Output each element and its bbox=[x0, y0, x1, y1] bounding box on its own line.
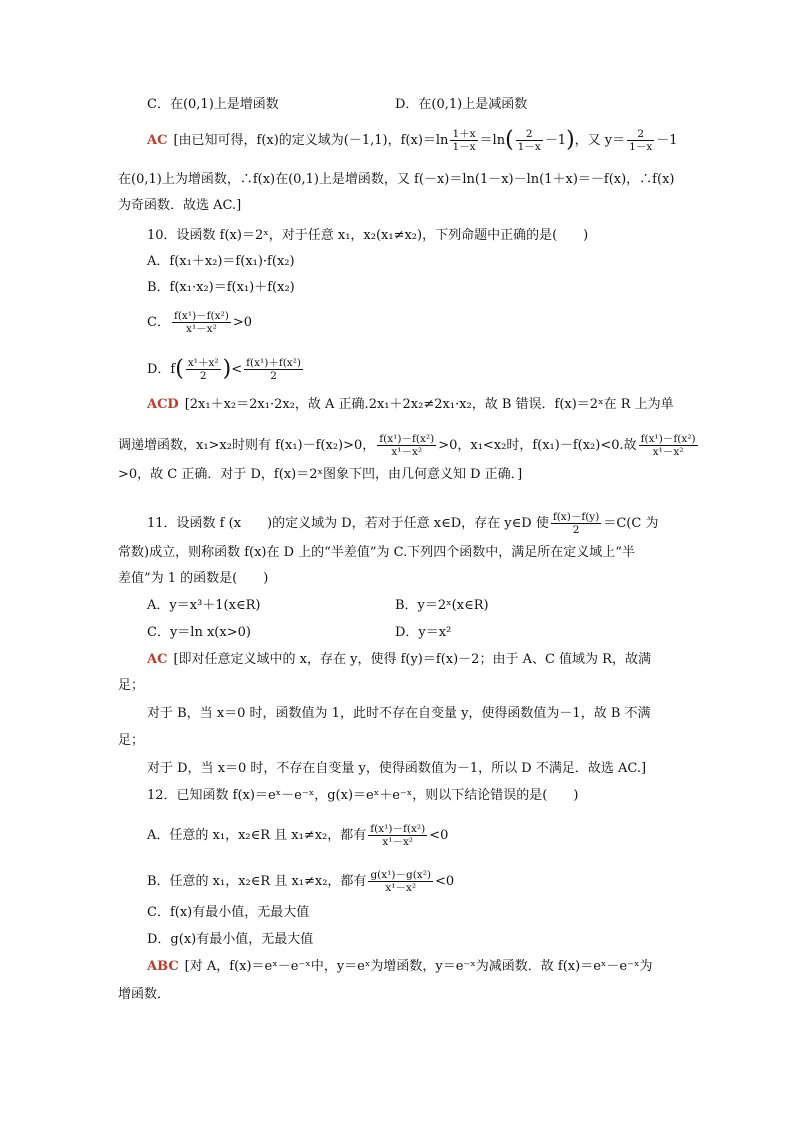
q10-option-d: D．f( $\frac{\text{x¹＋x²}}{2}$ )< $\frac{\text{f(x¹)＋f(x²)}}{2}$ bbox=[147, 356, 302, 382]
q11-option-a: A．y＝x³＋1(x∈R) bbox=[147, 598, 261, 613]
q12-option-a: A．任意的 x₁，x₂∈R 且 x₁≠x₂，都有 $\frac{\text{f(x¹)－f(x²)}}{\text{x¹－x²}}$ <0 bbox=[147, 823, 449, 848]
q9-option-c: C．在(0,1)上是增函数 bbox=[147, 97, 279, 112]
q10-solution-line2: 调递增函数，x₁>x₂时则有 f(x₁)－f(x₂)>0， $\frac{\text{f(x¹)－f(x²)}}{\text{x¹－x²}}$ >0，x₁<x₂时，f(x₁)－f(x₂)<0.故 $\frac{\text{f(x¹)－f(x²)}}{\text{x¹－x²}}$ bbox=[118, 433, 696, 458]
q12-option-b-fraction: $\frac{\text{g(x¹)－g(x²)}}{\text{x¹－x²}}$ bbox=[370, 869, 432, 894]
q10-option-c-fraction: $\frac{\text{f(x¹)－f(x²)}}{\text{x¹－x²}}$ bbox=[173, 310, 229, 335]
q10-option-a: A．f(x₁＋x₂)＝f(x₁)·f(x₂) bbox=[147, 254, 295, 269]
q10-solution-line3: >0，故 C 正确．对于 D，f(x)＝2ˣ图象下凹，由几何意义知 D 正确．] bbox=[118, 467, 523, 482]
q12-option-b: B．任意的 x₁，x₂∈R 且 x₁≠x₂，都有 $\frac{\text{g(x¹)－g(x²)}}{\text{x¹－x²}}$ <0 bbox=[147, 869, 455, 894]
q11-answer-label: AC bbox=[147, 652, 168, 667]
q11-solution-line5: 对于 D，当 x＝0 时，不存在自变量 y，使得函数值为－1，所以 D 不满足．故选 AC.] bbox=[147, 761, 647, 776]
q11-option-d: D．y＝x² bbox=[395, 625, 452, 640]
q9-solution-line3: 为奇函数．故选 AC.] bbox=[118, 198, 242, 213]
q9-option-d: D．在(0,1)上是减函数 bbox=[395, 97, 528, 112]
q11-option-b: B．y＝2ˣ(x∈R) bbox=[395, 598, 489, 613]
q12-solution-line2: 增函数． bbox=[118, 987, 171, 1002]
q11-solution-line1: AC [即对任意定义域中的 x，存在 y，使得 f(y)＝f(x)－2；由于 A、C 值域为 R，故满 bbox=[147, 652, 651, 667]
q10-sol-fraction-2: $\frac{\text{f(x¹)－f(x²)}}{\text{x¹－x²}}$ bbox=[640, 433, 696, 458]
q11-option-c: C．y＝ln x(x>0) bbox=[147, 625, 251, 640]
q11-stem-line1: 11．设函数 f (x )的定义域为 D，若对于任意 x∈D，存在 y∈D 使 $\frac{f(x)-f(y)}{2}$ ＝C(C 为 bbox=[147, 511, 659, 536]
q11-solution-line3: 对于 B，当 x＝0 时，函数值为 1，此时不存在自变量 y，使得函数值为－1，故 B 不满 bbox=[147, 706, 651, 721]
q10-option-d-fraction-1: $\frac{\text{x¹＋x²}}{2}$ bbox=[187, 357, 219, 382]
q9-fraction-3: $\frac{2}{1-x}$ bbox=[629, 128, 653, 153]
q11-solution-line2: 足； bbox=[118, 678, 145, 693]
q10-solution-line1: ACD [2x₁＋x₂＝2x₁·2x₂，故 A 正确.2x₁＋2x₂≠2x₁·x₂，故 B 错误．f(x)＝2ˣ在 R 上为单 bbox=[147, 397, 674, 412]
q11-stem-line2: 常数)成立，则称函数 f(x)在 D 上的“半差值”为 C.下列四个函数中，满足所在定义域上“半 bbox=[118, 545, 635, 560]
q11-stem-fraction: $\frac{f(x)-f(y)}{2}$ bbox=[552, 511, 600, 536]
q9-answer-label: AC bbox=[147, 133, 168, 148]
q10-sol-fraction-1: $\frac{\text{f(x¹)－f(x²)}}{\text{x¹－x²}}$ bbox=[379, 433, 435, 458]
q11-stem-line3: 差值”为 1 的函数是( ) bbox=[118, 571, 269, 586]
q12-answer-label: ABC bbox=[147, 959, 179, 974]
q12-option-a-fraction: $\frac{\text{f(x¹)－f(x²)}}{\text{x¹－x²}}$ bbox=[370, 823, 426, 848]
q12-option-c: C．f(x)有最小值，无最大值 bbox=[147, 905, 310, 920]
q10-answer-label: ACD bbox=[147, 397, 179, 412]
q9-sol-text-b: ＝ln bbox=[479, 133, 506, 148]
q9-fraction-1: $\frac{1+x}{1-x}$ bbox=[452, 128, 476, 153]
q10-option-d-fraction-2: $\frac{\text{f(x¹)＋f(x²)}}{2}$ bbox=[246, 357, 302, 382]
q10-option-b: B．f(x₁·x₂)＝f(x₁)＋f(x₂) bbox=[147, 280, 295, 295]
q9-sol-text: [由已知可得，f(x)的定义域为(－1,1)，f(x)＝ln bbox=[173, 133, 449, 148]
q12-solution-line1: ABC [对 A，f(x)＝eˣ－e⁻ˣ中，y＝eˣ为增函数，y＝e⁻ˣ为减函数．故 f(x)＝eˣ－e⁻ˣ为 bbox=[147, 959, 653, 974]
q9-fraction-2: $\frac{2}{1-x}$ bbox=[517, 128, 541, 153]
q12-option-d: D．g(x)有最小值，无最大值 bbox=[147, 932, 314, 947]
q11-solution-line4: 足； bbox=[118, 733, 145, 748]
q10-stem: 10．设函数 f(x)＝2ˣ，对于任意 x₁，x₂(x₁≠x₂)，下列命题中正确的是( ) bbox=[147, 228, 589, 243]
q10-option-c: C． $\frac{\text{f(x¹)－f(x²)}}{\text{x¹－x²}}$ >0 bbox=[147, 310, 253, 335]
q12-stem: 12．已知函数 f(x)＝eˣ－e⁻ˣ，g(x)＝eˣ＋e⁻ˣ，则以下结论错误的是( ) bbox=[147, 788, 579, 803]
q9-solution-line1: AC [由已知可得，f(x)的定义域为(－1,1)，f(x)＝ln $\frac{1+x}{1-x}$ ＝ln( $\frac{2}{1-x}$ －1)，又 y＝ $\frac{2}{1-x}$ －1 bbox=[147, 127, 678, 153]
q9-solution-line2: 在(0,1)上为增函数，∴f(x)在(0,1)上是增函数，又 f(－x)＝ln(1－x)－ln(1＋x)＝－f(x)，∴f(x) bbox=[118, 172, 675, 187]
